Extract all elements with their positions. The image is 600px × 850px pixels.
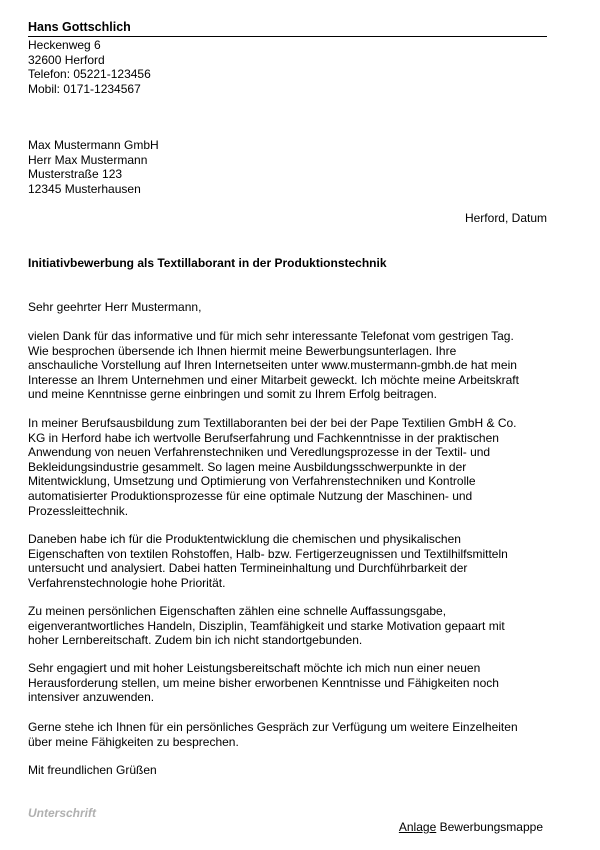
paragraph-line: Gerne stehe ich Ihnen für ein persönliches Gespräch zur Verfügung um weitere Einzelheiten [28, 720, 518, 734]
salutation: Sehr geehrter Herr Mustermann, [28, 300, 202, 314]
paragraph-line: Herausforderung stellen, um meine bisher erworbenen Kenntnisse und Fähigkeiten noch [28, 675, 499, 690]
paragraph-line: Prozessleittechnik. [28, 503, 129, 518]
sender-street: Heckenweg 6 [28, 38, 101, 52]
letter-subject: Initiativbewerbung als Textillaborant in der Produktionstechnik [28, 256, 387, 270]
paragraph-line: automatisierter Produktionsprozesse für eine optimale Nutzung der Maschinen- und [28, 488, 473, 503]
recipient-person: Herr Max Mustermann [28, 152, 148, 167]
recipient-company: Max Mustermann GmbH [28, 138, 159, 152]
body-paragraph-2 [28, 416, 558, 518]
sender-name: Hans Gottschlich [28, 20, 131, 34]
paragraph-line: KG in Herford habe ich wertvolle Berufserfahrung und Fachkenntnisse in der praktischen [28, 430, 499, 445]
paragraph-line: Anwendung von neuen Verfahrenstechniken und Veredlungsprozesse in der Textil- und [28, 445, 491, 460]
paragraph-line: Zu meinen persönlichen Eigenschaften zählen eine schnelle Auffassungsgabe, [28, 604, 447, 618]
body-paragraph-1 [28, 329, 558, 402]
paragraph-line: Daneben habe ich für die Produktentwicklung die chemischen und physikalischen [28, 532, 461, 546]
paragraph-line: anschauliche Vorstellung auf Ihren Internetseiten unter www.mustermann-gmbh.de hat mein [28, 358, 517, 373]
closing-formula: Mit freundlichen Grüßen [28, 763, 157, 777]
paragraph-line: Eigenschaften von textilen Rohstoffen, Halb- bzw. Fertigerzeugnissen und Textilhilfsmitteln [28, 546, 508, 561]
enclosure-label: Anlage [398, 820, 437, 834]
sender-mobile: Mobil: 0171-1234567 [28, 81, 141, 96]
sender-city: 32600 Herford [28, 52, 105, 67]
paragraph-line: Bekleidungsindustrie gesammelt. So lagen meine Ausbildungsschwerpunkte in der [28, 459, 467, 474]
paragraph-line: Wie besprochen übersende ich Ihnen hiermit meine Bewerbungsunterlagen. Ihre [28, 343, 457, 358]
paragraph-line: Interesse an Ihrem Unternehmen und einer Mitarbeit geweckt. Ich möchte meine Arbeitskraft [28, 372, 519, 387]
enclosure-line [399, 820, 543, 835]
paragraph-line: intensiver anzuwenden. [28, 690, 155, 705]
body-paragraph-6 [28, 720, 558, 749]
paragraph-line: und meine Kenntnisse gerne einbringen und somit zu Ihrem Erfolg beitragen. [28, 387, 437, 402]
paragraph-line: über meine Fähigkeiten zu besprechen. [28, 734, 239, 749]
body-paragraph-5 [28, 661, 558, 705]
signature-placeholder: Unterschrift [28, 806, 97, 820]
body-paragraph-3 [28, 532, 558, 590]
paragraph-line: Verfahrenstechnologie hohe Priorität. [28, 575, 226, 590]
body-paragraph-4 [28, 604, 558, 648]
recipient-city: 12345 Musterhausen [28, 181, 141, 196]
sender-block [28, 20, 547, 96]
sender-phone: Telefon: 05221-123456 [28, 67, 151, 82]
recipient-block [28, 138, 159, 196]
paragraph-line: vielen Dank für das informative und für mich sehr interessante Telefonat vom gestrigen Tag. [28, 329, 514, 343]
paragraph-line: hoher Lernbereitschaft. Zudem bin ich nicht standortgebunden. [28, 633, 363, 648]
enclosure-text: Bewerbungsmappe [439, 820, 543, 834]
paragraph-line: Sehr engagiert und mit hoher Leistungsbereitschaft möchte ich mich nun einer neuen [28, 661, 481, 675]
paragraph-line: Mitentwicklung, Umsetzung und Optimierung von Verfahrenstechniken und Kontrolle [28, 474, 476, 489]
recipient-street: Musterstraße 123 [28, 167, 123, 182]
letter-date: Herford, Datum [464, 211, 547, 225]
paragraph-line: In meiner Berufsausbildung zum Textillaboranten bei der bei der Pape Textilien GmbH & Co. [28, 416, 517, 430]
paragraph-line: untersucht und analysiert. Dabei hatten Termineinhaltung und Durchführbarkeit der [28, 561, 468, 576]
header-divider [28, 36, 547, 37]
paragraph-line: eigenverantwortliches Handeln, Disziplin, Teamfähigkeit und starke Motivation gepaart mit [28, 618, 505, 633]
